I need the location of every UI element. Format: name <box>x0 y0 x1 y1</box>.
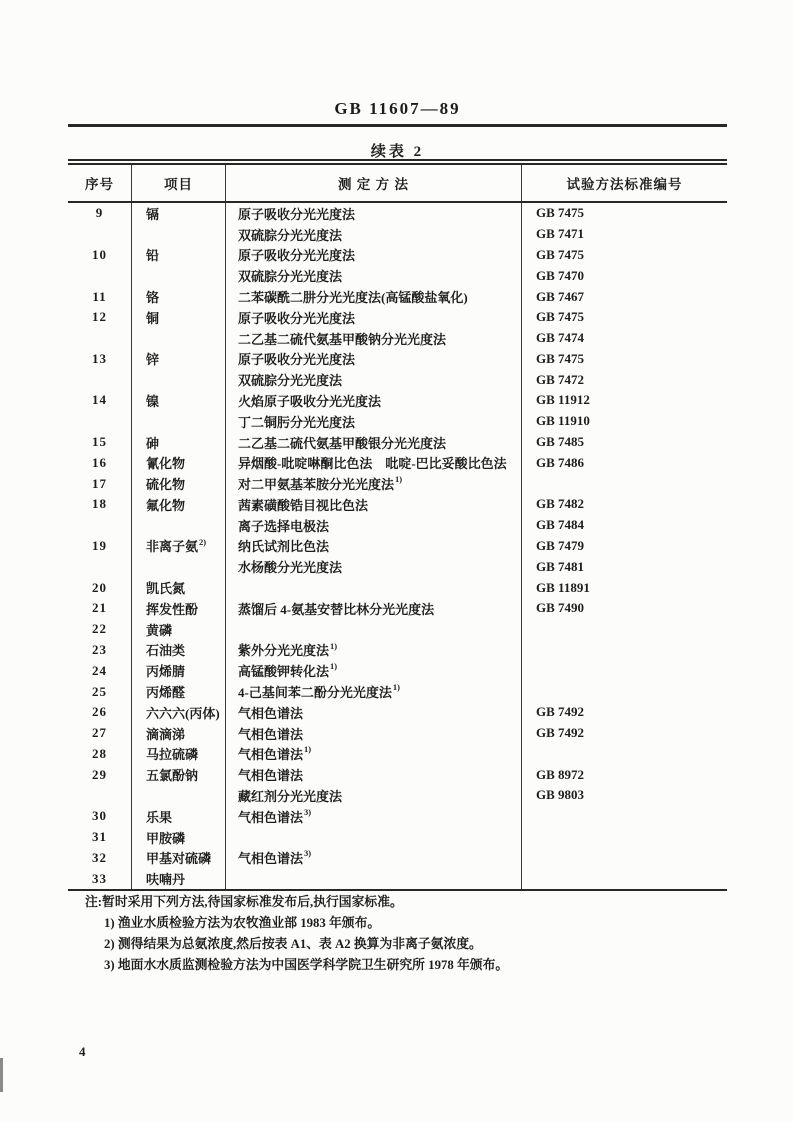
row-item <box>132 515 226 536</box>
row-number <box>68 265 132 286</box>
table-row <box>68 328 727 349</box>
table-row <box>68 369 727 390</box>
row-item: 甲基对硫磷 <box>132 847 226 868</box>
row-number: 19 <box>68 536 132 557</box>
table-row <box>68 390 727 411</box>
footnote-intro: 注:暂时采用下列方法,待国家标准发布后,执行国家标准。 <box>85 895 403 909</box>
row-standard: GB 7475 <box>536 246 585 262</box>
row-number: 9 <box>68 203 132 224</box>
row-method: 双硫腙分光光度法 <box>226 265 522 286</box>
row-item: 镍 <box>132 390 226 411</box>
row-method: 4-己基间苯二酚分光光度法 $^{1)}$ <box>226 681 522 702</box>
row-method: 气相色谱法 $^{3)}$ <box>226 806 522 827</box>
row-method: 二乙基二硫代氨基甲酸钠分光光度法 <box>226 328 522 349</box>
row-method: 气相色谱法 $^{1)}$ <box>226 743 522 764</box>
row-item <box>132 328 226 349</box>
table-row <box>68 307 727 328</box>
row-method: 水杨酸分光光度法 <box>226 556 522 577</box>
row-number: 33 <box>68 868 132 889</box>
table-row <box>68 515 727 536</box>
row-number: 26 <box>68 702 132 723</box>
table-row <box>68 473 727 494</box>
row-item: 石油类 <box>132 640 226 661</box>
row-method: 离子选择电极法 <box>226 515 522 536</box>
row-method: 异烟酸-吡啶啉酮比色法 吡啶-巴比妥酸比色法 <box>226 452 522 473</box>
table-row <box>68 827 727 848</box>
row-number: 22 <box>68 619 132 640</box>
row-method <box>226 868 522 889</box>
row-number: 11 <box>68 286 132 307</box>
row-standard <box>522 847 727 868</box>
table-row <box>68 868 727 889</box>
row-number <box>68 785 132 806</box>
row-standard: GB 7474 <box>536 330 585 346</box>
row-standard <box>522 827 727 848</box>
row-item <box>132 369 226 390</box>
table-row <box>68 411 727 432</box>
row-standard: GB 11891 <box>536 579 590 595</box>
column-header-method: 测 定 方 法 <box>226 165 522 201</box>
row-method: 茜素磺酸锆目视比色法 <box>226 494 522 515</box>
footnote-1: 1) 渔业水质检验方法为农牧渔业部 1983 年颁布。 <box>104 916 381 930</box>
row-number <box>68 328 132 349</box>
document-code: GB 11607—89 <box>334 99 461 118</box>
row-standard: GB 7475 <box>536 205 585 221</box>
row-item <box>132 265 226 286</box>
row-number: 17 <box>68 473 132 494</box>
row-method <box>226 619 522 640</box>
row-item: 铜 <box>132 307 226 328</box>
row-number: 15 <box>68 432 132 453</box>
row-number: 18 <box>68 494 132 515</box>
row-number: 23 <box>68 640 132 661</box>
row-number: 13 <box>68 349 132 370</box>
row-item: 砷 <box>132 432 226 453</box>
table-row <box>68 847 727 868</box>
row-number <box>68 224 132 245</box>
row-method: 原子吸收分光光度法 <box>226 307 522 328</box>
row-method: 气相色谱法 <box>226 702 522 723</box>
row-item: 非离子氨 $^{2)}$ <box>132 536 226 557</box>
row-method: 蒸馏后 4-氨基安替比林分光光度法 <box>226 598 522 619</box>
row-method: 对二甲氨基苯胺分光光度法 $^{1)}$ <box>226 473 522 494</box>
row-item: 凯氏氮 <box>132 577 226 598</box>
row-standard: GB 7470 <box>536 267 585 283</box>
row-method: 双硫腙分光光度法 <box>226 224 522 245</box>
row-number <box>68 515 132 536</box>
column-header-item: 项目 <box>132 165 226 201</box>
row-method: 气相色谱法 <box>226 723 522 744</box>
row-item: 黄磷 <box>132 619 226 640</box>
row-number: 24 <box>68 660 132 681</box>
row-item: 五氯酚钠 <box>132 764 226 785</box>
table-row <box>68 640 727 661</box>
row-standard: GB 7486 <box>536 454 585 470</box>
row-standard <box>522 619 727 640</box>
row-method: 气相色谱法 $^{3)}$ <box>226 847 522 868</box>
table-row <box>68 619 727 640</box>
row-number: 10 <box>68 245 132 266</box>
row-item: 丙烯腈 <box>132 660 226 681</box>
table-row <box>68 349 727 370</box>
row-standard: GB 7472 <box>536 371 585 387</box>
footnotes <box>85 892 508 976</box>
row-number <box>68 556 132 577</box>
row-method: 高锰酸钾转化法 $^{1)}$ <box>226 660 522 681</box>
row-item: 硫化物 <box>132 473 226 494</box>
row-standard: GB 7479 <box>536 537 585 553</box>
row-number: 16 <box>68 452 132 473</box>
table-row <box>68 245 727 266</box>
row-item: 氟化物 <box>132 494 226 515</box>
row-standard <box>522 640 727 661</box>
table-body <box>68 203 727 889</box>
row-number: 28 <box>68 743 132 764</box>
row-method <box>226 577 522 598</box>
row-method: 原子吸收分光光度法 <box>226 349 522 370</box>
continued-table-title: 续表 2 <box>370 144 425 160</box>
row-number: 29 <box>68 764 132 785</box>
row-item <box>132 785 226 806</box>
row-item: 六六六(丙体) <box>132 702 226 723</box>
row-standard: GB 7492 <box>536 704 585 720</box>
row-item <box>132 556 226 577</box>
row-standard <box>522 743 727 764</box>
row-standard: GB 7490 <box>536 600 585 616</box>
row-item: 锌 <box>132 349 226 370</box>
row-standard: GB 7485 <box>536 434 585 450</box>
column-header-number: 序号 <box>68 165 132 201</box>
row-standard: GB 7481 <box>536 558 585 574</box>
page-number: 4 <box>79 1044 86 1059</box>
row-standard: GB 7475 <box>536 350 585 366</box>
row-number: 12 <box>68 307 132 328</box>
row-standard: GB 7475 <box>536 309 585 325</box>
row-standard: GB 11912 <box>536 392 590 408</box>
row-number <box>68 369 132 390</box>
methods-table <box>68 159 727 891</box>
table-row <box>68 203 727 224</box>
row-standard: GB 7492 <box>536 725 585 741</box>
row-number: 21 <box>68 598 132 619</box>
row-item: 马拉硫磷 <box>132 743 226 764</box>
row-method: 火焰原子吸收分光光度法 <box>226 390 522 411</box>
row-number <box>68 411 132 432</box>
row-standard <box>522 681 727 702</box>
row-standard: GB 11910 <box>536 413 590 429</box>
row-item: 铅 <box>132 245 226 266</box>
row-item: 氰化物 <box>132 452 226 473</box>
table-row <box>68 536 727 557</box>
row-item <box>132 224 226 245</box>
row-item: 挥发性酚 <box>132 598 226 619</box>
row-item: 呋喃丹 <box>132 868 226 889</box>
table-row <box>68 806 727 827</box>
table-row <box>68 785 727 806</box>
row-standard <box>522 660 727 681</box>
row-method: 紫外分光光度法 $^{1)}$ <box>226 640 522 661</box>
row-number: 14 <box>68 390 132 411</box>
row-standard: GB 7471 <box>536 226 585 242</box>
row-standard <box>522 868 727 889</box>
table-row <box>68 432 727 453</box>
table-row <box>68 286 727 307</box>
row-number: 20 <box>68 577 132 598</box>
row-number: 25 <box>68 681 132 702</box>
row-standard: GB 7484 <box>536 517 585 533</box>
row-standard: GB 7467 <box>536 288 585 304</box>
row-item: 甲胺磷 <box>132 827 226 848</box>
row-standard: GB 8972 <box>536 766 585 782</box>
row-item: 镉 <box>132 203 226 224</box>
row-method: 双硫腙分光光度法 <box>226 369 522 390</box>
row-item <box>132 411 226 432</box>
row-standard: GB 9803 <box>536 787 585 803</box>
row-item: 铬 <box>132 286 226 307</box>
row-number: 32 <box>68 847 132 868</box>
table-row <box>68 224 727 245</box>
row-method: 二苯碳酰二肼分光光度法(高锰酸盐氧化) <box>226 286 522 307</box>
table-row <box>68 577 727 598</box>
row-method: 纳氏试剂比色法 <box>226 536 522 557</box>
header-rule <box>68 124 727 127</box>
row-item: 滴滴涕 <box>132 723 226 744</box>
table-row <box>68 723 727 744</box>
table-row <box>68 598 727 619</box>
table-row <box>68 764 727 785</box>
row-standard: GB 7482 <box>536 496 585 512</box>
row-method: 丁二铜肟分光光度法 <box>226 411 522 432</box>
table-row <box>68 702 727 723</box>
table-row <box>68 556 727 577</box>
row-method: 原子吸收分光光度法 <box>226 245 522 266</box>
row-method: 二乙基二硫代氨基甲酸银分光光度法 <box>226 432 522 453</box>
row-number: 31 <box>68 827 132 848</box>
row-item: 乐果 <box>132 806 226 827</box>
table-header-row <box>68 165 727 203</box>
row-method: 气相色谱法 <box>226 764 522 785</box>
row-method <box>226 827 522 848</box>
table-row <box>68 681 727 702</box>
table-row <box>68 743 727 764</box>
table-row <box>68 660 727 681</box>
column-header-standard: 试验方法标准编号 <box>566 177 683 192</box>
row-number: 27 <box>68 723 132 744</box>
row-method: 藏红剂分光光度法 <box>226 785 522 806</box>
footnote-3: 3) 地面水水质监测检验方法为中国医学科学院卫生研究所 1978 年颁布。 <box>104 958 509 972</box>
row-number: 30 <box>68 806 132 827</box>
row-standard <box>522 473 727 494</box>
row-method: 原子吸收分光光度法 <box>226 203 522 224</box>
row-item: 丙烯醛 <box>132 681 226 702</box>
table-row <box>68 452 727 473</box>
footnote-2: 2) 测得结果为总氨浓度,然后按表 A1、表 A2 换算为非离子氨浓度。 <box>104 937 482 951</box>
table-row <box>68 494 727 515</box>
row-standard <box>522 806 727 827</box>
table-row <box>68 265 727 286</box>
scan-artifact <box>0 1058 3 1092</box>
